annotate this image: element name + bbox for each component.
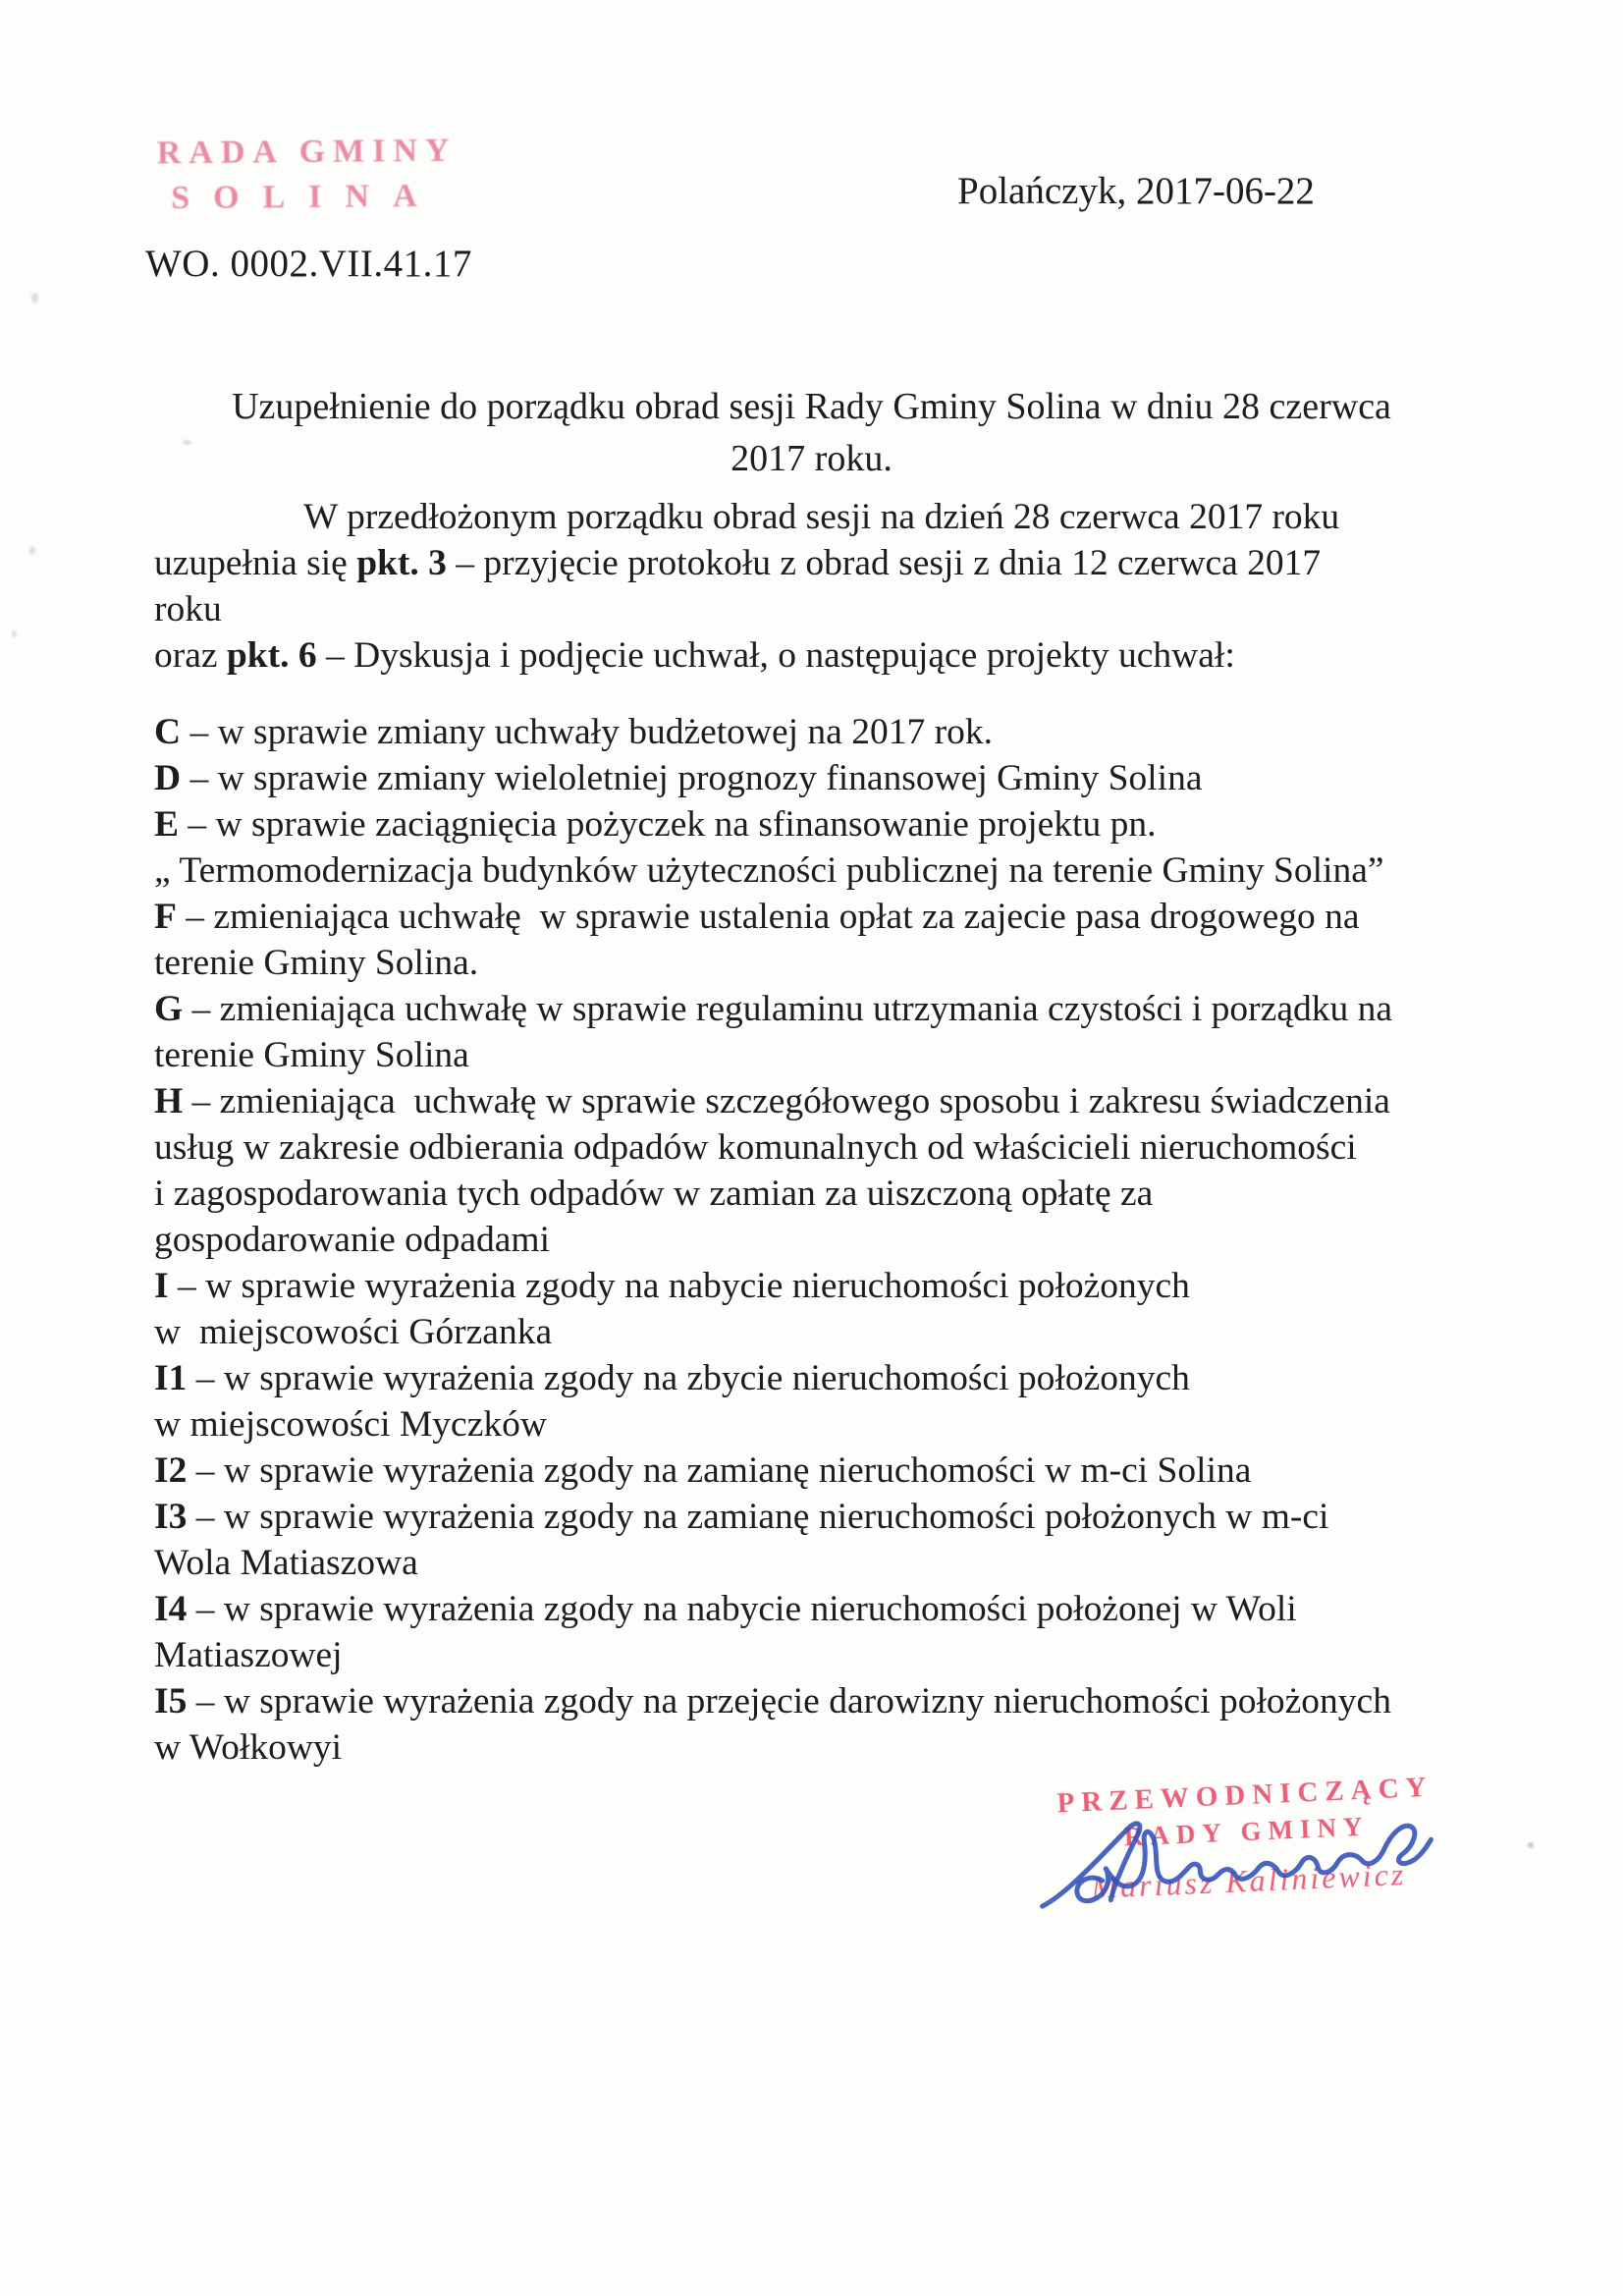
document-title-line2: 2017 roku. [730, 438, 893, 479]
text-line: I4 – w sprawie wyrażenia zgody na nabycie nieruchomości położonej w Woli [154, 1589, 1297, 1629]
text-line: w miejscowości Myczków [154, 1404, 547, 1445]
document-title-line1: Uzupełnienie do porządku obrad sesji Rady Gminy Solina w dniu 28 czerwca [232, 386, 1391, 427]
text-line: W przedłożonym porządku obrad sesji na dzień 28 czerwca 2017 roku [303, 497, 1340, 537]
text-line: Matiaszowej [154, 1635, 343, 1675]
scan-speck [183, 440, 191, 445]
chairman-stamp-role-line2: RADY GMINY [1123, 1811, 1371, 1852]
chairman-stamp-role-line1: PRZEWODNICZĄCY [1055, 1771, 1434, 1820]
document-title [0, 381, 1623, 485]
text-line: „ Termomodernizacja budynków użyteczności publicznej na terenie Gminy Solina” [154, 850, 1384, 891]
text-line: oraz pkt. 6 – Dyskusja i podjęcie uchwał, o następujące projekty uchwał: [154, 635, 1235, 676]
dateline: Polańczyk, 2017-06-22 [957, 170, 1315, 212]
text-line: uzupełnia się pkt. 3 – przyjęcie protokołu z obrad sesji z dnia 12 czerwca 2017 [154, 543, 1322, 583]
handwritten-signature-ink [1029, 1798, 1455, 1921]
office-stamp-line1: RADA GMINY [156, 132, 458, 172]
scan-speck [31, 293, 38, 303]
text-line: terenie Gminy Solina [154, 1035, 469, 1075]
chairman-stamp-name: Mariusz Kaliniewicz [1090, 1855, 1407, 1905]
reference-number: WO. 0002.VII.41.17 [145, 243, 472, 285]
text-line: G – zmieniająca uchwałę w sprawie regulaminu utrzymania czystości i porządku na [154, 989, 1392, 1029]
scan-speck [29, 546, 35, 555]
signature-block [1031, 1771, 1463, 1946]
text-line: F – zmieniająca uchwałę w sprawie ustalenia opłat za zajecie pasa drogowego na [154, 897, 1360, 937]
text-line: roku [154, 589, 222, 629]
scan-speck [1528, 1842, 1534, 1848]
text-line: gospodarowanie odpadami [154, 1220, 551, 1260]
text-line: usług w zakresie odbierania odpadów komunalnych od właścicieli nieruchomości [154, 1127, 1357, 1168]
text-line: I1 – w sprawie wyrażenia zgody na zbycie nieruchomości położonych [154, 1358, 1190, 1398]
text-line: i zagospodarowania tych odpadów w zamian za uiszczoną opłatę za [154, 1174, 1154, 1214]
text-line: w Wołkowyi [154, 1727, 343, 1768]
scan-speck [12, 630, 17, 637]
text-line: terenie Gminy Solina. [154, 943, 479, 983]
text-line: C – w sprawie zmiany uchwały budżetowej na 2017 rok. [154, 712, 993, 752]
text-line: I2 – w sprawie wyrażenia zgody na zamianę nieruchomości w m-ci Solina [154, 1450, 1252, 1491]
text-line: I3 – w sprawie wyrażenia zgody na zamianę nieruchomości położonych w m-ci [154, 1497, 1329, 1537]
text-line: D – w sprawie zmiany wieloletniej prognozy finansowej Gminy Solina [154, 758, 1203, 798]
intro-paragraph [154, 494, 1499, 679]
text-line: Wola Matiaszowa [154, 1543, 418, 1583]
text-line: I5 – w sprawie wyrażenia zgody na przejęcie darowizny nieruchomości położonych [154, 1681, 1391, 1722]
text-line: H – zmieniająca uchwałę w sprawie szczegółowego sposobu i zakresu świadczenia [154, 1081, 1390, 1121]
text-line: E – w sprawie zaciągnięcia pożyczek na sfinansowanie projektu pn. [154, 804, 1157, 845]
resolution-items-list [154, 709, 1509, 1771]
text-line: I – w sprawie wyrażenia zgody na nabycie nieruchomości położonych [154, 1266, 1190, 1306]
office-stamp [157, 133, 458, 218]
office-stamp-line2: SOLINA [171, 177, 441, 217]
text-line: w miejscowości Górzanka [154, 1312, 553, 1352]
